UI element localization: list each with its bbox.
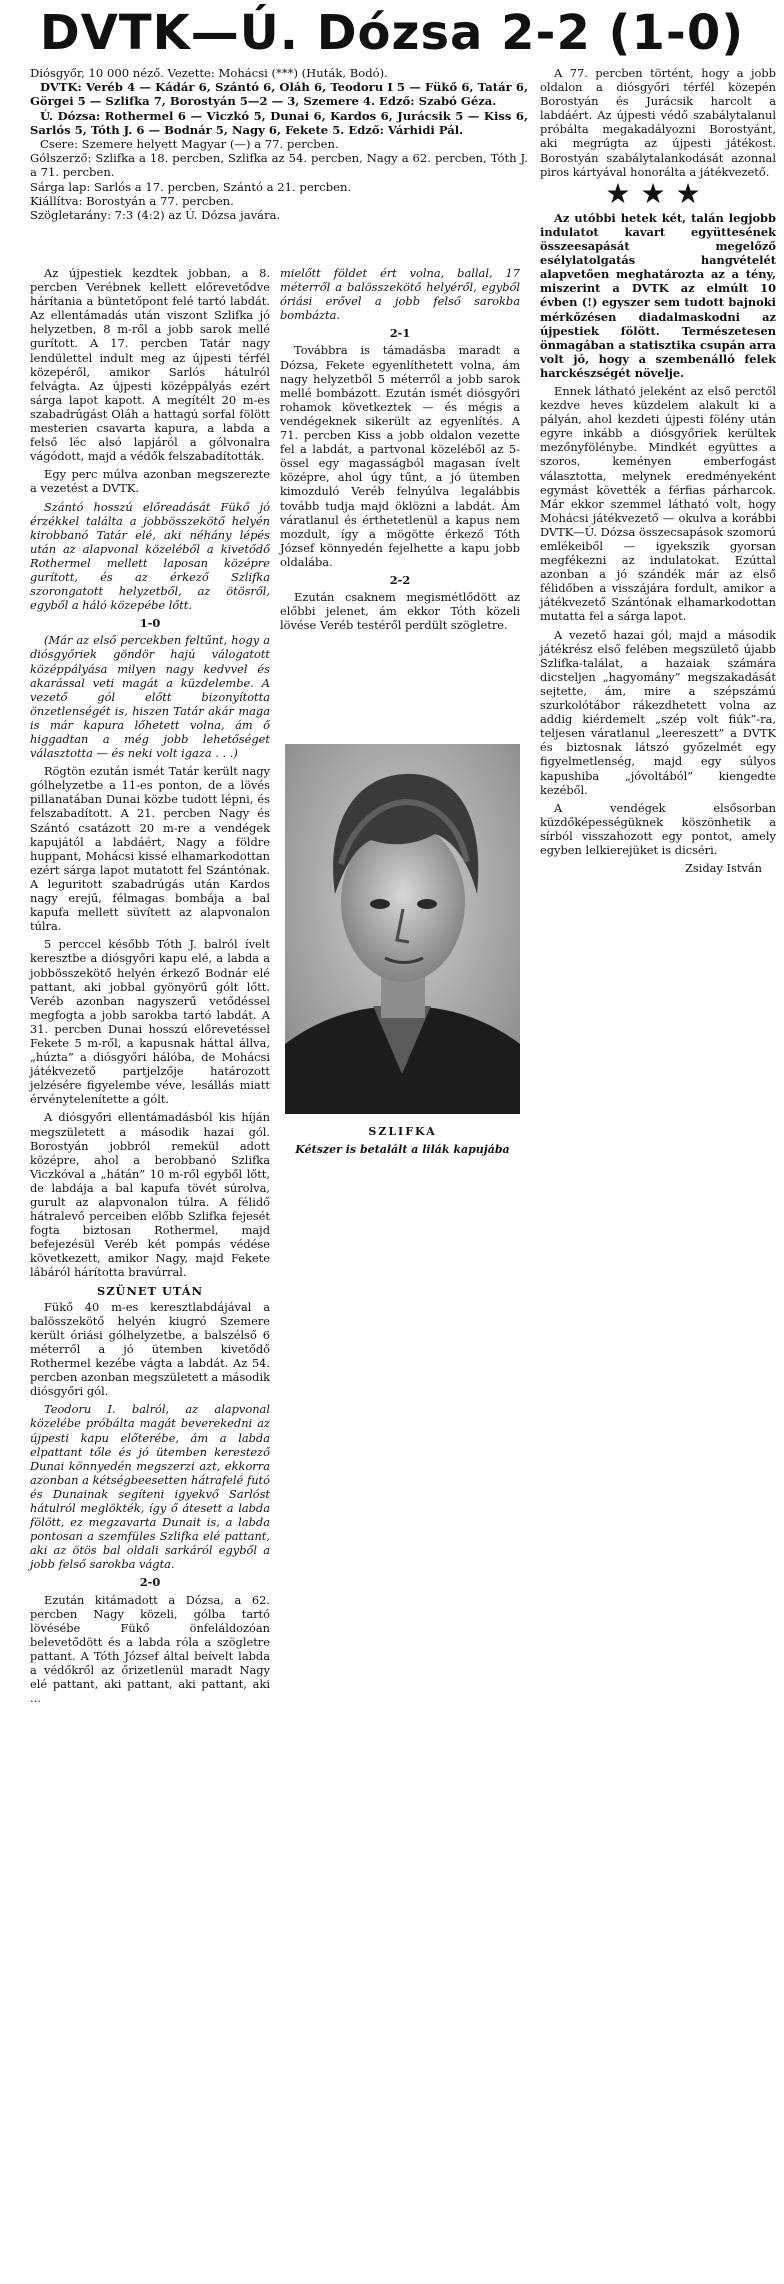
article-column-3 xyxy=(540,66,776,875)
lineup-subs: Csere: Szemere helyett Magyar (—) a 77. percben. xyxy=(40,137,339,152)
col1-paragraph: Teodoru I. balról, az alapvonal közelébe próbálta magát beverekedni az újpesti kapu előterébe, ám a labda elpattant tőle és jó ütemben kerestező Dunai könnyedén megszerzi azt, ekkorra azonban a kétségbeesetten hátrafelé futó és Dunainak segíteni igyekvő Sarlóst hátulról meglökték, így ő átesett a labda fölött, ez megzavarta Dunait is, a labda pontosan a szemfüles Szlifka elé pattant, aki az ötös bal oldali sarkáról egyből a jobb felső sarokba vágta. xyxy=(30,1402,270,1572)
caption-name: SZLIFKA xyxy=(368,1125,437,1138)
col1-paragraph: Rögtön ezután ismét Tatár került nagy gólhelyzetbe a 11-es ponton, de a lövés pillanatában Dunai közbe tudott lépni, és felszabadított. A 21. percben Nagy és Szántó csatázott 20 m-re a vendégek kapujától a labdáért, Nagy a földre huppant, Mohácsi kissé elhamarkodottan ezért sárga lapot mutatott fel Szántónak. A leguritott szabadrúgás után Kardos nagy erejű, félmagas bombája a bal kapufa mellett süvített az alapvonalon túlra. xyxy=(30,764,270,934)
headline: DVTK—Ú. Dózsa 2-2 (1-0) xyxy=(39,5,745,61)
col1-paragraph: Ezután kitámadott a Dózsa, a 62. percben Nagy közeli, gólba tartó lövésébe Fükő önfeláldozóan belevetődött és a labda róla a szögletre pattant. A Tóth József által beívelt labda a védőkről az őrizetlenül maradt Nagy elé pattant, aki pattant, aki pattant, aki ... xyxy=(30,1592,270,1706)
col3-paragraph: Az utóbbi hetek két, talán legjobb indulatot kavart együttesének összeesapását megelőző esélylatolgatás hangvételét alapvetően meghatározta az a tény, miszerint a DVTK az elmúlt 10 évben (!) egyszer sem tudott bajnoki mérkőzésen diadalmaskodni az újpestiek fölött. Természetesen önmagában a statisztika csupán arra volt jó, hogy a szembenálló felek harckészségét növelje. xyxy=(540,210,776,380)
col2-paragraph: Továbbra is támadásba maradt a Dózsa, Fekete egyenlíthetett volna, ám nagy helyzetből 5 méterről a jobb sarok mellé bombázott. Ezután ismét diósgyőri rohamok következtek — és mégis a vendégeknek sikerült az egyenlítés. A 71. percben Kiss a jobb oldalon vezette fel a labdát, a partvonal közeléből az 5-össel egy magasságból magasan ívelt középre, ahol úgy tűnt, a jó ütemben kimozduló Veréb felnyúlva legalábbis tovább tudja majd öklözni a labdát. Ám váratlanul és érthetetlenül a kapus nem mozdult, így a mögötte érkező Tóth József könnyedén fejelhette a kapu jobb oldalába. xyxy=(280,343,520,569)
col1-paragraph: A diósgyőri ellentámadásból kis híján megszületett a második hazai gól. Borostyán jobbról remekül adott középre, ahol a berobbanó Szlifka Viczkóval a „hátán” 10 m-ről egyből lőtt, de labdája a bal kapufa tövét súrolva, gurult az alapvonalon túlra. A félidő hátralevő perceiben előbb Szlifka fejesét fogta biztosan Rothermel, majd befejezésül Veréb két pompás védése következett, amikor Nagy, majd Fekete lábáról hárította bravúrral. xyxy=(30,1110,270,1280)
col2-paragraph: mielőtt földet ért volna, ballal, 17 méterről a balösszekötő helyéről, egyből óriási erővel a jobb felső sarokba bombázta. xyxy=(280,266,520,323)
lineup-scorers: Gólszerző: Szlifka a 18. percben, Szlifka az 54. percben, Nagy a 62. percben, Tóth J. a 71. percben. xyxy=(30,151,528,180)
lineup-dvtk: DVTK: Veréb 4 — Kádár 6, Szántó 6, Oláh 6, Teodoru I 5 — Fükő 6, Tatár 6, Görgei 5 — Szlifka 7, Borostyán 5—2 — 3, Szemere 4. Edző: Szabó Géza. xyxy=(30,80,528,109)
player-photo xyxy=(285,744,520,1114)
col1-paragraph: Egy perc múlva azonban megszerezte a vezetést a DVTK. xyxy=(30,467,270,496)
score-subhead: 2-2 xyxy=(389,572,411,587)
col3-paragraph: Ennek látható jeleként az első perctől kezdve heves küzdelem alakult ki a pályán, ahol kezdeti újpesti fölény után egyre inkább a diósgyőriek kerültek mezőnyfölénybe. Mindkét együttes a szoros, keményen emberfogást választotta, melynek eredményeként egymást követték a férfias párharcok. Már ekkor szemmel látható volt, hogy Mohácsi játékvezető — okulva a korábbi DVTK—Ú. Dózsa összecsapások szomorú emlékeiből — igyekszik gyorsan megfékezni az indulatokat. Ezúttal azonban a jó szándék már az első félidőben a visszájára fordult, amikor a játékvezető Szántónak elhamarkodottan mutatta fel a sárga lapot. xyxy=(540,383,776,624)
col3-paragraph: A vezető hazai gól, majd a második játékrész első felében megszülető újabb Szlifka-találat, a hazaiak számára dicsteljen „hagyomány” megszakadását sejtette, ám, mire a szépszámú szurkolótábor rákezdhetett volna az addig kiérdemelt „szép volt fiúk”-ra, teljesen váratlanul „leereszett” a DVTK és biztosnak látszó győzelmét egy figyelmetlenség, majd egy súlyos kapushiba „jóvoltából” kiengedte kezéből. xyxy=(540,627,776,797)
lineup-corners: Szögletarány: 7:3 (4:2) az Ú. Dózsa javára. xyxy=(30,208,281,223)
lineup-udozsa: Ú. Dózsa: Rothermel 6 — Viczkó 5, Dunai 6, Kardos 6, Jurácsik 5 — Kiss 6, Sarlós 5, Tóth J. 6 — Bodnár 5, Nagy 6, Fekete 5. Edző: Várhidi Pál. xyxy=(30,108,528,137)
lineup-block xyxy=(30,66,528,222)
author-byline: Zsiday István xyxy=(684,861,762,876)
col1-paragraph: Szántó hosszú előreadását Fükő jó érzékkel találta a jobbösszekötő helyén kirobbanó Tatár elé, aki néhány lépés után az alapvonal közeléből a kivetődő Rothermel mellett laposan középre gurított, és az érkező Szlifka szorongatott helyzetből, az ötösről, egyből a háló közepébe lőtt. xyxy=(30,499,270,613)
halftime-subhead: SZÜNET UTÁN xyxy=(96,1283,204,1298)
lineup-venue: Diósgyőr, 10 000 néző. Vezette: Mohácsi (***) (Huták, Bodó). xyxy=(30,66,388,80)
portrait-image xyxy=(285,744,520,1114)
col1-paragraph: Az újpestiek kezdtek jobban, a 8. percben Verébnek kellett előrevetődve hárítania a büntetőpont felé tartó labdát. Az ellentámadás után viszont Szlifka jó helyzetben, 8 m-ről a jobb sarok mellé gurított. A 17. percben Tatár nagy lendülettel indult meg az újpesti térfél közepéről, amikor Sarlós hátulról felvágta. Az újpesti középpályás ezért sárga lapot kapott. A megítélt 20 m-es szabadrúgást Oláh a hattagú sorfal fölött mesterien csavarta kapura, a labda a felső léc alsó lapjáról a gólvonalra vágódott, majd a védők felszabadították. xyxy=(30,266,270,464)
score-subhead: 2-1 xyxy=(389,326,411,341)
lineup-red: Kiállítva: Borostyán a 77. percben. xyxy=(30,193,234,208)
col1-paragraph: 5 perccel később Tóth J. balról ívelt keresztbe a diósgyőri kapu elé, a labda a jobbösszekötő helyén érkező Bodnár elé pattant, aki jobbal gyönyörű gólt lőtt. Veréb azonban nagyszerű vetődéssel megfogta a jobb sarokba tartó labdát. A 31. percben Dunai hosszú előrevetéssel Fekete 5 m-ről, a kapusnak háttal állva, „húzta” a diósgyőri hálóba, de Mohácsi játékvezető partjelzője határozott jelzésére figyelembe véve, lesállás miatt érvénytelenítette a gólt. xyxy=(30,937,270,1107)
article-column-2 xyxy=(280,266,520,636)
col1-paragraph: Fükő 40 m-es keresztlabdájával a balösszekötő helyén kiugró Szemere került óriási gólhelyzetbe, a balszélső 6 méterről a jó ütemben kivetődő Rothermel kezébe vágta a labdát. Az 54. percben azonban megszületett a második diósgyőri gól. xyxy=(30,1299,270,1399)
col2-paragraph: Ezután csaknem megismétlődött az előbbi jelenet, ám ekkor Tóth közeli lövése Veréb testéről perdült szögletre. xyxy=(280,590,520,633)
article-column-1 xyxy=(30,266,270,1709)
star-rating: ★★★ xyxy=(605,176,711,210)
caption-text: Kétszer is betalált a lilák kapujába xyxy=(295,1143,510,1156)
lineup-yellow: Sárga lap: Sarlós a 17. percben, Szántó a 21. percben. xyxy=(30,179,352,194)
col3-paragraph: A 77. percben történt, hogy a jobb oldalon a diósgyőri térfél közepén Borostyán és Jurácsik harcolt a labdáért. Az újpesti védő szabálytalanul próbálta megakadályozni Borostyánt, aki megrúgta az újpesti játékost. Borostyán szabálytalankodását azonnal piros kártyával honorálta a játékvezető. xyxy=(540,66,776,179)
col3-paragraph: A vendégek elsősorban küzdőképességüknek köszönhetik a sírból visszahozott egy pontot, amely egyben lelkierejüket is dicséri. xyxy=(540,800,776,857)
score-subhead: 1-0 xyxy=(139,616,161,631)
col1-paragraph: (Már az első percekben feltűnt, hogy a diósgyőriek göndör hajú válogatott középpályása milyen nagy kedvvel és akarással veti magát a küzdelembe. A vezető gól előtt bizonyította önzetlenségét is, hiszen Tatár akár maga is már kapura lőhetett volna, ám ő higgadtan a még jobb lehetőséget választotta — és neki volt igaza . . .) xyxy=(30,633,270,761)
score-subhead: 2-0 xyxy=(139,1575,161,1590)
photo-caption xyxy=(285,1125,520,1157)
